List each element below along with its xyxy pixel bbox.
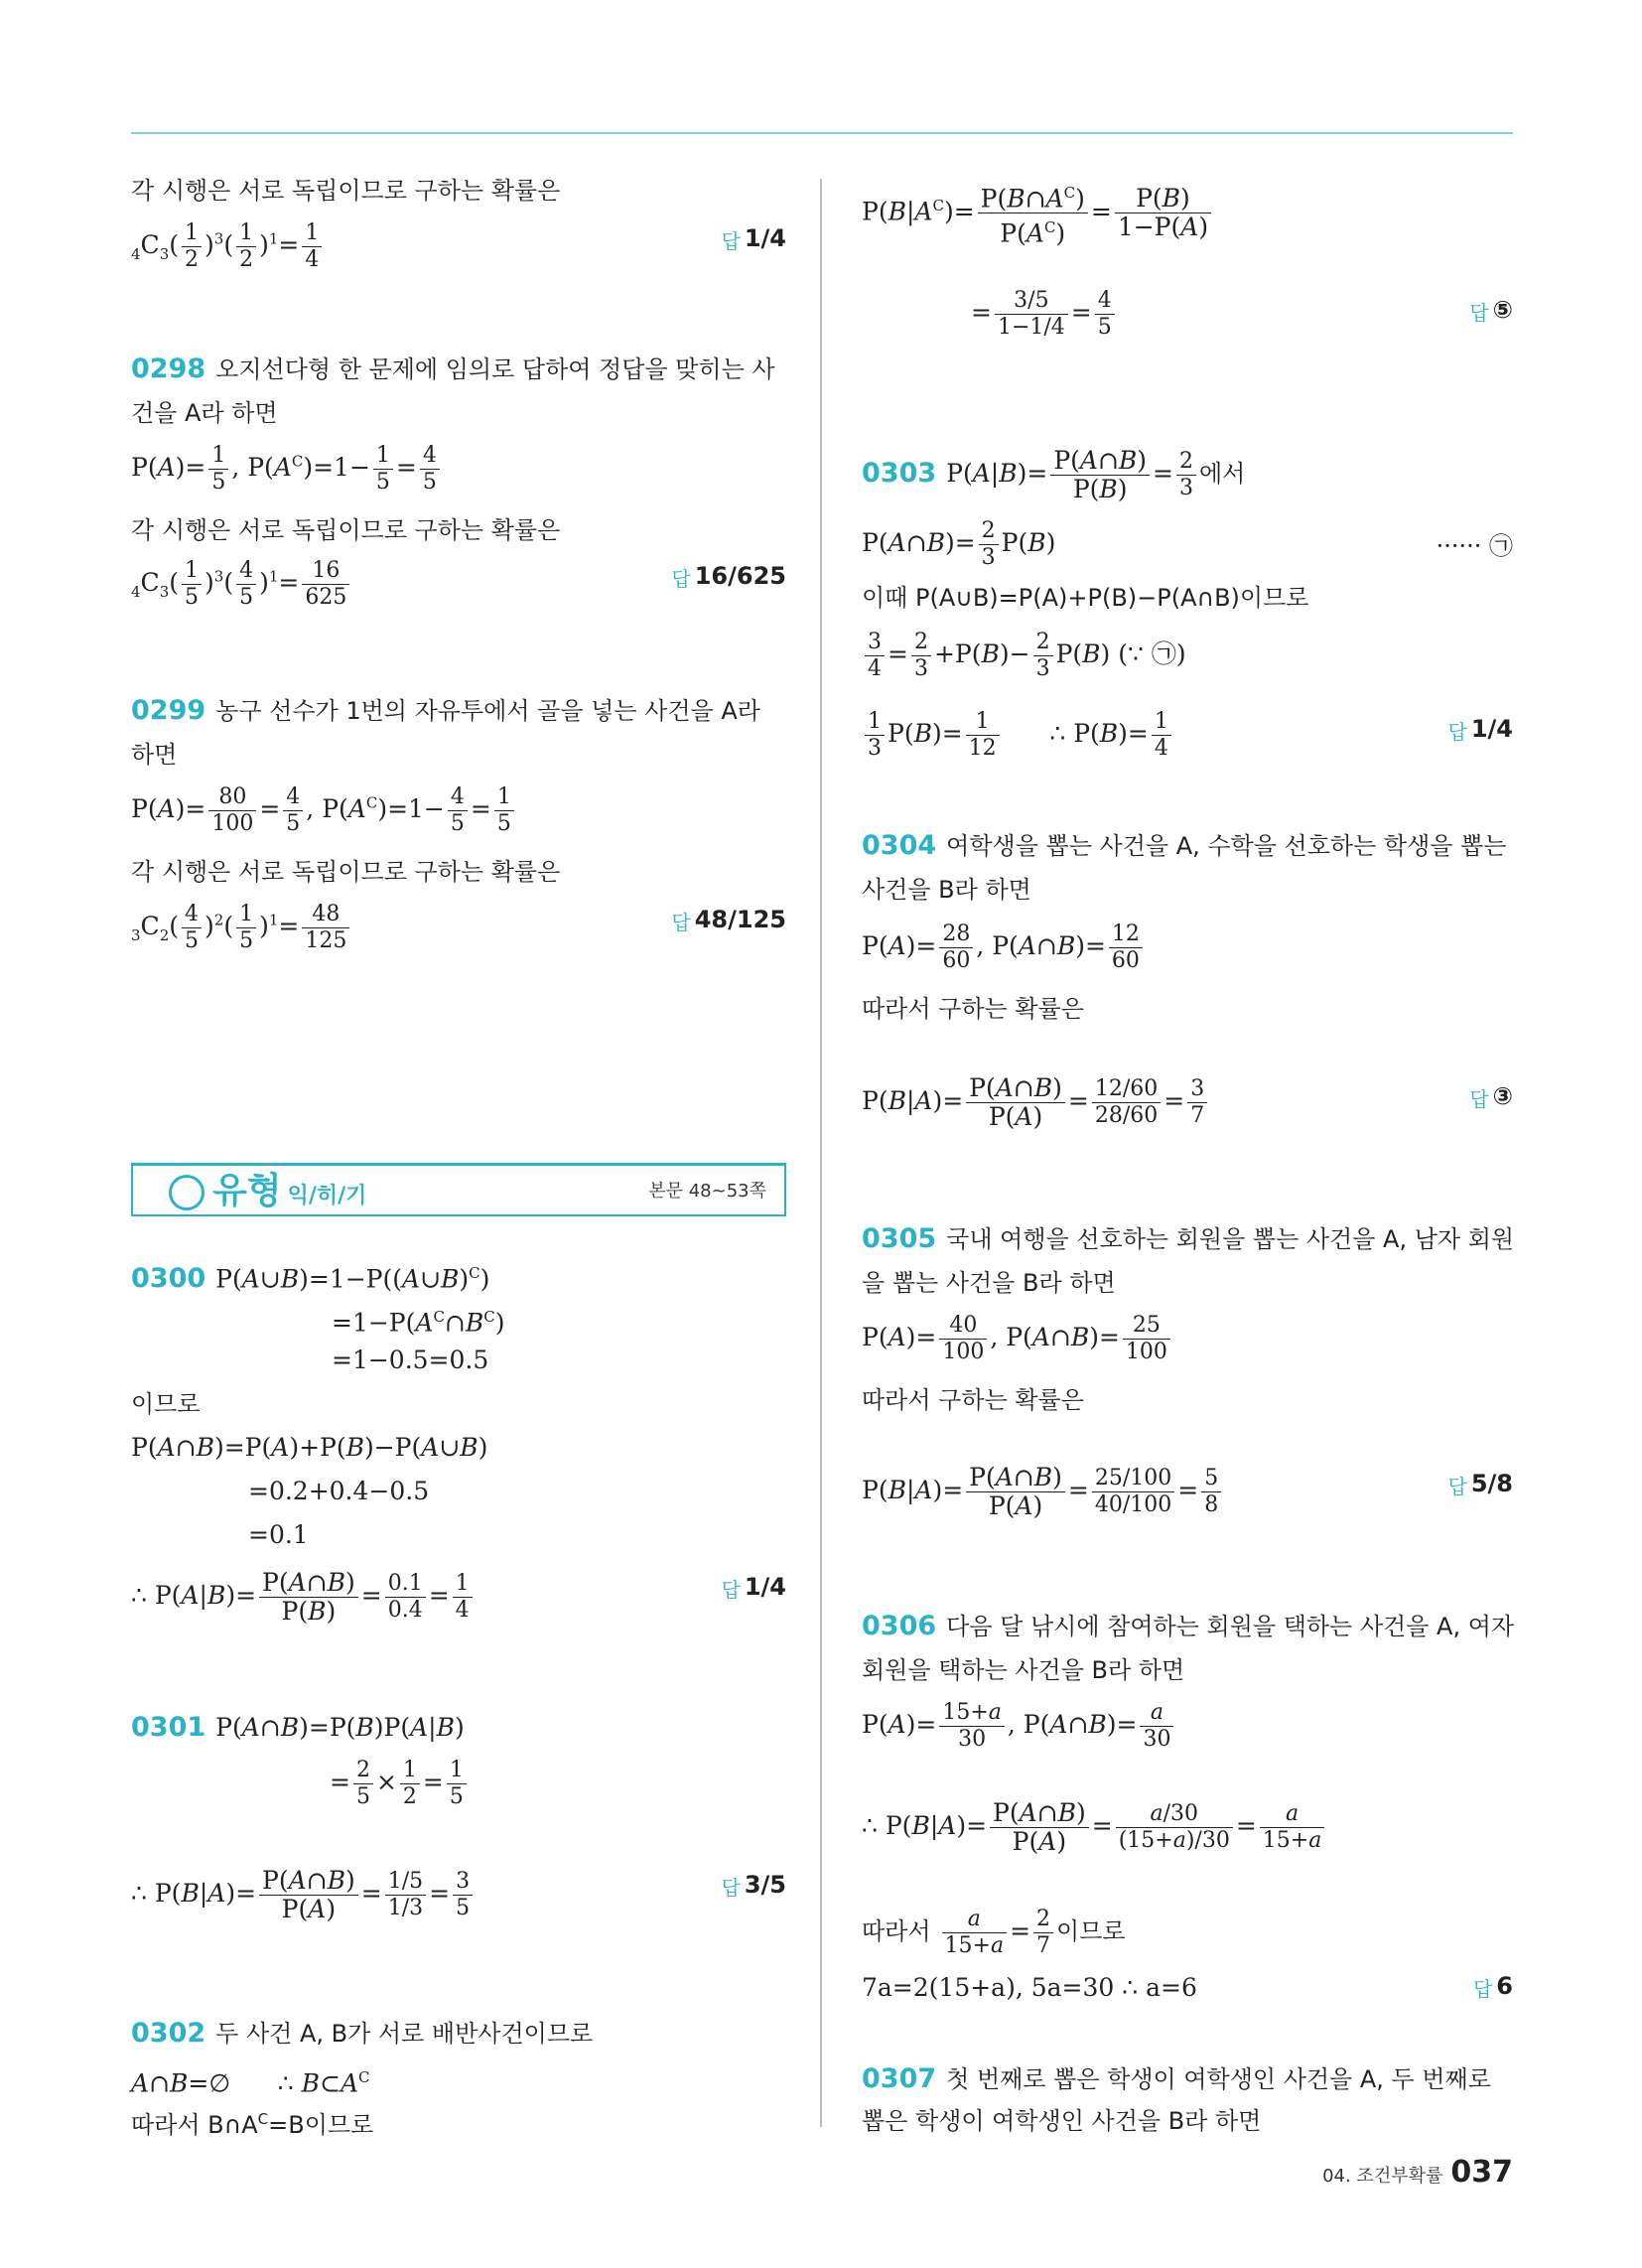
equation-306b: ∴ P(B|A)= $\frac{P(A\cap B)}{P(A)}$ = $\frac{a/30}{(15+a)/30}$ = $\frac{a}{15+a}$ bbox=[862, 1799, 1327, 1856]
answer-304: 답 ③ bbox=[1469, 1082, 1513, 1111]
answer-305: 답 5/8 bbox=[1447, 1470, 1513, 1498]
equation-300d: P(A∩B)=P(A)+P(B)−P(A∪B) bbox=[131, 1433, 488, 1462]
answer-label: 답 bbox=[721, 229, 741, 253]
problem-number: 0298 bbox=[131, 354, 206, 384]
problem-0299: 0299 농구 선수가 1번의 자유투에서 골을 넣는 사건을 A라 bbox=[131, 695, 760, 726]
problem-number: 0304 bbox=[862, 830, 937, 861]
problem-0303-line2: 이때 P(A∪B)=P(A)+P(B)−P(A∩B)이므로 bbox=[862, 584, 1309, 612]
header-rule bbox=[131, 132, 1513, 134]
problem-number: 0306 bbox=[862, 1611, 937, 1641]
problem-number: 0300 bbox=[131, 1263, 206, 1295]
problem-0306-line2: 회원을 택하는 사건을 B라 하면 bbox=[862, 1656, 1185, 1684]
equation-303c: $\frac{1}{3}$ P(B)= $\frac{1}{12}$ ∴ P(B)= $\frac{1}{4}$ bbox=[862, 709, 1174, 762]
equation-300b: $=1-P(A^C\cap B^C)$ bbox=[332, 1308, 505, 1338]
equation-301c: ∴ P(B|A)= $\frac{P(A\cap B)}{P(A)}$ = $\frac{1/5}{1/3}$ = $\frac{3}{5}$ bbox=[131, 1867, 476, 1923]
page-number: 037 bbox=[1450, 2155, 1513, 2190]
problem-0304-line3: 따라서 구하는 확률은 bbox=[862, 995, 1084, 1023]
equation-299b: $_3C_2$( $\frac{4}{5}$ )$^2$( $\frac{1}{5}$ )$^1$= $\frac{48}{125}$ bbox=[131, 902, 352, 954]
equation-301b: = $\frac{2}{5}$ × $\frac{1}{2}$ = $\frac{1}{5}$ bbox=[330, 1758, 470, 1810]
equation-300c: =1−0.5=0.5 bbox=[332, 1346, 489, 1374]
problem-0306: 0306 다음 달 낚시에 참여하는 회원을 택하는 사건을 A, 여자 bbox=[862, 1611, 1515, 1641]
equation-298b: $_4C_3$( $\frac{1}{5}$ )$^3$( $\frac{4}{5}$ )$^1$= $\frac{16}{625}$ bbox=[131, 558, 352, 611]
answer-303: 답 1/4 bbox=[1447, 715, 1513, 744]
problem-0307-line2: 뽑은 학생이 여학생인 사건을 B라 하면 bbox=[862, 2107, 1262, 2135]
problem-number: 0305 bbox=[862, 1223, 937, 1254]
equation-305a: P(A)= $\frac{40}{100}$ , P(A∩B)= $\frac{25}{100}$ bbox=[862, 1313, 1173, 1365]
equation-302b: $P(B|A^C)=$ $\frac{P(B\cap A^C)}{P(A^C)}$ = $\frac{P(B)}{1-P(A)}$ bbox=[862, 179, 1214, 248]
problem-0305-line3: 따라서 구하는 확률은 bbox=[862, 1386, 1084, 1414]
equation-306a: P(A)= $\frac{15+a}{30}$ , P(A∩B)= $\frac{a}{30}$ bbox=[862, 1700, 1176, 1753]
equation-305b: P(B|A)= $\frac{P(A\cap B)}{P(A)}$ = $\frac{25/100}{40/100}$ = $\frac{5}{8}$ bbox=[862, 1464, 1224, 1520]
section-header-box bbox=[131, 1163, 786, 1216]
problem-0305-line2: 을 뽑는 사건을 B라 하면 bbox=[862, 1269, 1116, 1297]
equation-306c: 따라서 $\frac{a}{15+a}$ = $\frac{2}{7}$ 이므로 bbox=[862, 1907, 1126, 1958]
column-divider bbox=[820, 179, 822, 2127]
equation-298a: P(A)= $\frac{1}{5}$ , $P(A^C)=1-$ $\frac{1}{5}$ = $\frac{4}{5}$ bbox=[131, 443, 443, 496]
equation-mark: ······ ㉠ bbox=[1436, 532, 1513, 560]
pencil-icon bbox=[169, 1175, 205, 1210]
problem-number: 0307 bbox=[862, 2063, 937, 2094]
problem-0302-line3: 따라서 $B\cap A^C=B$이므로 bbox=[131, 2110, 374, 2139]
problem-number: 0299 bbox=[131, 695, 206, 726]
equation-304a: P(A)= $\frac{28}{60}$ , P(A∩B)= $\frac{12}{60}$ bbox=[862, 921, 1146, 974]
problem-0301: 0301 P(A∩B)=P(B)P(A|B) bbox=[131, 1712, 465, 1743]
equation-303b: $\frac{3}{4}$ = $\frac{2}{3}$ +P(B)− $\frac{2}{3}$ P(B) (∵ ㉠) bbox=[862, 630, 1186, 682]
intro-text: 각 시행은 서로 독립이므로 구하는 확률은 bbox=[131, 177, 561, 205]
answer-297: 답 1/4 bbox=[721, 224, 786, 253]
equation-300e: =0.2+0.4−0.5 bbox=[248, 1477, 430, 1505]
problem-0298-line2: 건을 A라 하면 bbox=[131, 399, 278, 427]
problem-0300-text: 이므로 bbox=[131, 1390, 201, 1418]
problem-0302: 0302 두 사건 A, B가 서로 배반사건이므로 bbox=[131, 2018, 594, 2049]
problem-0303: 0303 P(A|B)= $\frac{P(A\cap B)}{P(B)}$ = $\frac{2}{3}$ 에서 bbox=[862, 446, 1246, 503]
problem-0300: 0300 P(A∪B)=1−P((A∪B)$^C$) bbox=[131, 1263, 490, 1295]
equation-299a: P(A)= $\frac{80}{100}$ = $\frac{4}{5}$ , $P(A^C)=1-$ $\frac{4}{5}$ = $\frac{1}{5}$ bbox=[131, 784, 517, 837]
problem-0304-line2: 사건을 B라 하면 bbox=[862, 876, 1031, 904]
problem-0298-line3: 각 시행은 서로 독립이므로 구하는 확률은 bbox=[131, 516, 561, 544]
problem-0305: 0305 국내 여행을 선호하는 회원을 뽑는 사건을 A, 남자 회원 bbox=[862, 1223, 1515, 1254]
section-page-reference: 본문 48~53쪽 bbox=[648, 1181, 766, 1202]
equation-300f: =0.1 bbox=[248, 1520, 309, 1549]
section-title: 유형 익/히/기 bbox=[169, 1163, 366, 1213]
problem-number: 0301 bbox=[131, 1712, 206, 1743]
equation-303a: P(A∩B)= $\frac{2}{3}$ P(B) bbox=[862, 518, 1056, 570]
problem-number: 0303 bbox=[862, 458, 937, 489]
problem-0304: 0304 여학생을 뽑는 사건을 A, 수학을 선호하는 학생을 뽑는 bbox=[862, 830, 1507, 861]
equation-302a: A∩B=∅ ∴ $B\subset A^C$ bbox=[131, 2068, 370, 2098]
problem-0299-line2: 하면 bbox=[131, 741, 178, 769]
equation-304b: P(B|A)= $\frac{P(A\cap B)}{P(A)}$ = $\frac{12/60}{28/60}$ = $\frac{3}{7}$ bbox=[862, 1074, 1210, 1131]
chapter-title: 04. 조건부확률 bbox=[1322, 2166, 1443, 2187]
equation-302c: = $\frac{3/5}{1-1/4}$ = $\frac{4}{5}$ bbox=[971, 288, 1118, 341]
page-footer bbox=[1322, 2155, 1513, 2190]
answer-302: 답 ⑤ bbox=[1469, 296, 1513, 325]
answer-306: 답 6 bbox=[1472, 1972, 1513, 2001]
problem-0298: 0298 오지선다형 한 문제에 임의로 답하여 정답을 맞히는 사 bbox=[131, 354, 775, 384]
answer-301: 답 3/5 bbox=[721, 1871, 786, 1900]
problem-0307: 0307 첫 번째로 뽑은 학생이 여학생인 사건을 A, 두 번째로 bbox=[862, 2063, 1491, 2094]
answer-299: 답 48/125 bbox=[671, 906, 786, 934]
problem-number: 0302 bbox=[131, 2018, 206, 2049]
answer-298: 답 16/625 bbox=[671, 562, 786, 591]
equation-306d: 7a=2(15+a), 5a=30 ∴ a=6 bbox=[862, 1973, 1197, 2002]
equation-300g: ∴ P(A|B)= $\frac{P(A\cap B)}{P(B)}$ = $\frac{0.1}{0.4}$ = $\frac{1}{4}$ bbox=[131, 1569, 476, 1626]
equation-297: $_4C_3$( $\frac{1}{2}$ )$^3$( $\frac{1}{2}$ )$^1$= $\frac{1}{4}$ bbox=[131, 220, 325, 273]
answer-300: 답 1/4 bbox=[721, 1573, 786, 1602]
problem-0299-line3: 각 시행은 서로 독립이므로 구하는 확률은 bbox=[131, 858, 561, 886]
